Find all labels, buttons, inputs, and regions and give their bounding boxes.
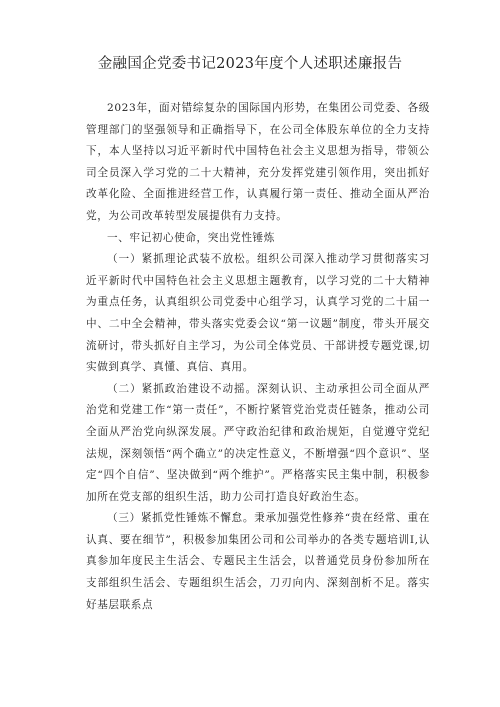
document-title: 金融国企党委书记2023年度个人述职述廉报告 <box>97 56 403 72</box>
document-body <box>86 98 430 616</box>
intro-paragraph: 2023年，面对错综复杂的国际国内形势，在集团公司党委、各级管理部门的坚强领导和正确指导下，在公司全体股东单位的全力支持下，本人坚持以习近平新时代中国特色社会主义思想为指导，带领公司全员深入学习党的二十大精神，充分发挥党建引领作用，突出抓好改革化险、全面推进经营工作，认真履行第一责任、推动全面从严治党，为公司改革转型发展提供有力支持。 <box>86 102 430 222</box>
section-heading-1: 一、牢记初心使命，突出党性锤炼 <box>107 231 275 244</box>
subsection-paragraph-2: （二）紧抓政治建设不动摇。深刻认识、主动承担公司全面从严治党和党建工作“第一责任”，不断拧紧管党治党责任链条，推动公司全面从严治党向纵深发展。严守政治纪律和政治规矩，自觉遵守党纪法规，深刻领悟“两个确立”的决定性意义，不断增强“四个意识”、坚定“四个自信”、坚决做到“两个维护”。严格落实民主集中制，积极参加所在党支部的组织生活，助力公司打造良好政治生态。 <box>86 382 430 503</box>
subsection-paragraph-3: （三）紧抓党性锤炼不懈怠。秉承加强党性修养“贵在经常、重在认真、要在细节”，积极参加集团公司和公司举办的各类专题培训I,认真参加年度民主生活会、专题民主生活会，以普通党员身份参加所在支部组织生活会、专题组织生活会，刀刃向内、深刻剖析不足。落实好基层联系点 <box>86 512 430 611</box>
subsection-paragraph-1: （一）紧抓理论武装不放松。组织公司深入推动学习贯彻落实习近平新时代中国特色社会主义思想主题教育，以学习党的二十大精神为重点任务，认真组织公司党委中心组学习，认真学习党的二十届一中、二中全会精神，带头落实党委会议“第一议题”制度，带头开展交流研讨，带头抓好自主学习，为公司全体党员、干部讲授专题党课,切实做到真学、真懂、真信、真用。 <box>86 253 430 374</box>
